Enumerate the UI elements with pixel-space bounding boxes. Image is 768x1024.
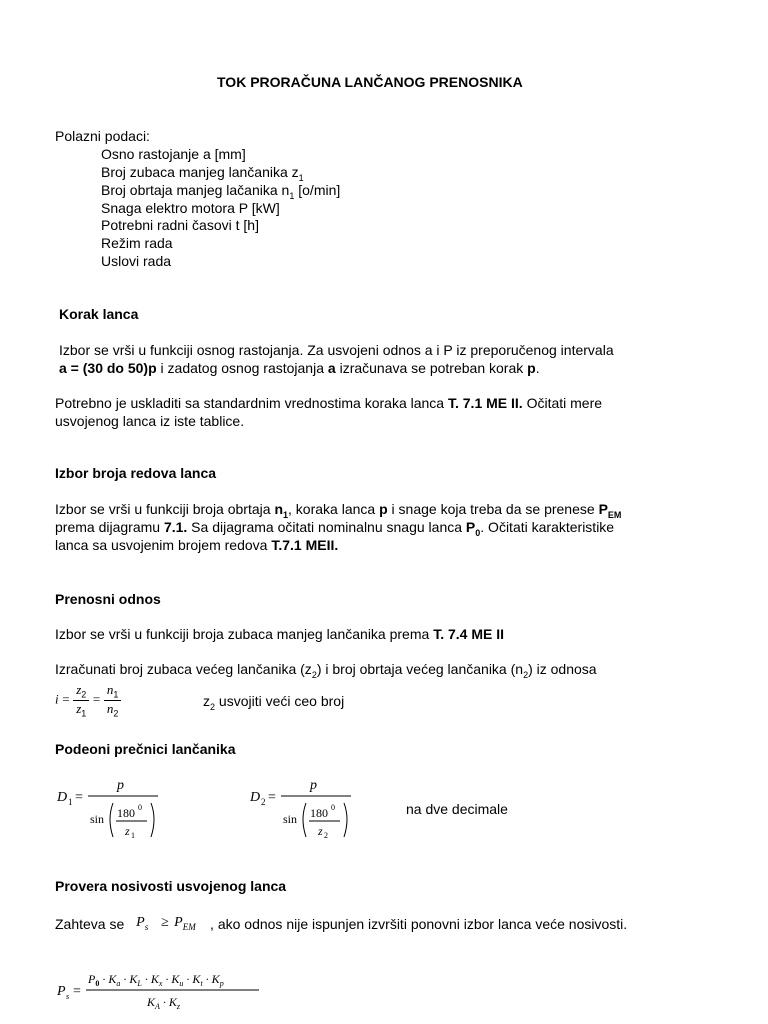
korak-paragraph-line: Izbor se vrši u funkciji osnog rastojanja. Za usvojeni odnos a i P iz preporučenog intervala <box>59 342 614 358</box>
svg-text:0: 0 <box>138 803 142 812</box>
page-title: TOK PRORAČUNA LANČANOG PRENOSNIKA <box>217 74 523 90</box>
formula-d2 <box>248 775 363 843</box>
ratio-note: $z_2$ usvojiti veći ceo broj <box>203 693 345 712</box>
svg-text:z: z <box>125 824 130 838</box>
svg-text:D: D <box>57 790 68 805</box>
formula-d1 <box>55 775 170 843</box>
section-heading-provera: Provera nosivosti usvojenog lanca <box>55 878 287 894</box>
input-item: Potrebni radni časovi t [h] <box>101 217 259 233</box>
section-heading-redovi: Izbor broja redova lanca <box>55 465 217 481</box>
precnici-note: na dve decimale <box>406 801 508 817</box>
svg-text:P: P <box>57 984 66 999</box>
redovi-paragraph-line: prema dijagramu 7.1. Sa dijagrama očitati nominalnu snagu lanca $P_0$. Očitati karakteristike <box>55 519 615 538</box>
inequality-formula: $P_s$ ≥ $P_{EM}$ <box>136 915 196 932</box>
svg-text:KA · Kz: $K_A \cdot K_z$ <box>147 995 181 1011</box>
prenosni-paragraph-line: Izbor se vrši u funkciji broja zubaca manjeg lančanika prema T. 7.4 ME II <box>55 626 504 642</box>
input-item: Broj obrtaja manjeg lačanika $n_1$ [o/min] <box>101 182 341 201</box>
input-heading: Polazni podaci: <box>55 128 150 144</box>
svg-text:=: = <box>75 790 83 805</box>
provera-paragraph-line: Zahteva se $P_s$ ≥ $P_{EM}$ , ako odnos nije ispunjen izvršiti ponovni izbor lanca veće nosivosti. <box>55 915 628 932</box>
svg-text:D: D <box>250 790 261 805</box>
svg-text:sin: sin <box>283 812 298 826</box>
svg-text:=: = <box>73 984 81 999</box>
svg-text:z: z <box>318 824 323 838</box>
svg-text:2: 2 <box>261 797 266 807</box>
korak-paragraph-line: a = (30 do 50)p i zadatog osnog rastojanja a izračunava se potreban korak p. <box>59 360 540 376</box>
svg-text:sin: sin <box>90 812 105 826</box>
input-item: Režim rada <box>101 235 173 251</box>
svg-text:180: 180 <box>310 806 328 820</box>
section-heading-prenosni: Prenosni odnos <box>55 591 161 607</box>
korak-paragraph-line: Potrebno je uskladiti sa standardnim vrednostima koraka lanca T. 7.1 ME II. Očitati mere <box>55 395 603 411</box>
redovi-paragraph-line: Izbor se vrši u funkciji broja obrtaja $n_1$, koraka lanca p i snage koja treba da se prenese $P_{EM}$ <box>55 501 622 520</box>
svg-text:p: p <box>117 778 124 793</box>
svg-text:P0 · Ka · KL · Kx · Ku · Kt ·: $P_0 \cdot K_a \cdot K_L \cdot K_x \cdot K_u \cdot K_t \cdot K_p$ <box>88 972 224 988</box>
svg-text:180: 180 <box>117 806 135 820</box>
svg-text:1: 1 <box>68 797 73 807</box>
redovi-paragraph-line: lanca sa usvojenim brojem redova T.7.1 MEII. <box>55 537 339 553</box>
formula-ps <box>55 963 270 1015</box>
section-heading-korak: Korak lanca <box>59 306 139 322</box>
svg-text:1: 1 <box>131 831 135 840</box>
svg-text:s: s <box>66 992 70 1001</box>
input-item: Snaga elektro motora P [kW] <box>101 200 280 216</box>
ratio-formula: i = $\frac{z_2}{z_1}$ = $\frac{n_1}{n_2}$ <box>55 682 121 718</box>
svg-text:p: p <box>310 778 317 793</box>
input-item: Uslovi rada <box>101 253 172 269</box>
korak-paragraph-line: usvojenog lanca iz iste tablice. <box>55 413 245 429</box>
input-item: Broj zubaca manjeg lančanika $z_1$ <box>101 164 304 183</box>
svg-text:0: 0 <box>331 803 335 812</box>
svg-text:=: = <box>268 790 276 805</box>
prenosni-paragraph-line: Izračunati broj zubaca većeg lančanika $(z_2)$ i broj obrtaja većeg lančanika $(n_2)$ iz odnosa <box>55 661 597 680</box>
input-item: Osno rastojanje a [mm] <box>101 146 246 162</box>
section-heading-precnici: Podeoni prečnici lančanika <box>55 741 236 757</box>
svg-text:2: 2 <box>324 831 328 840</box>
